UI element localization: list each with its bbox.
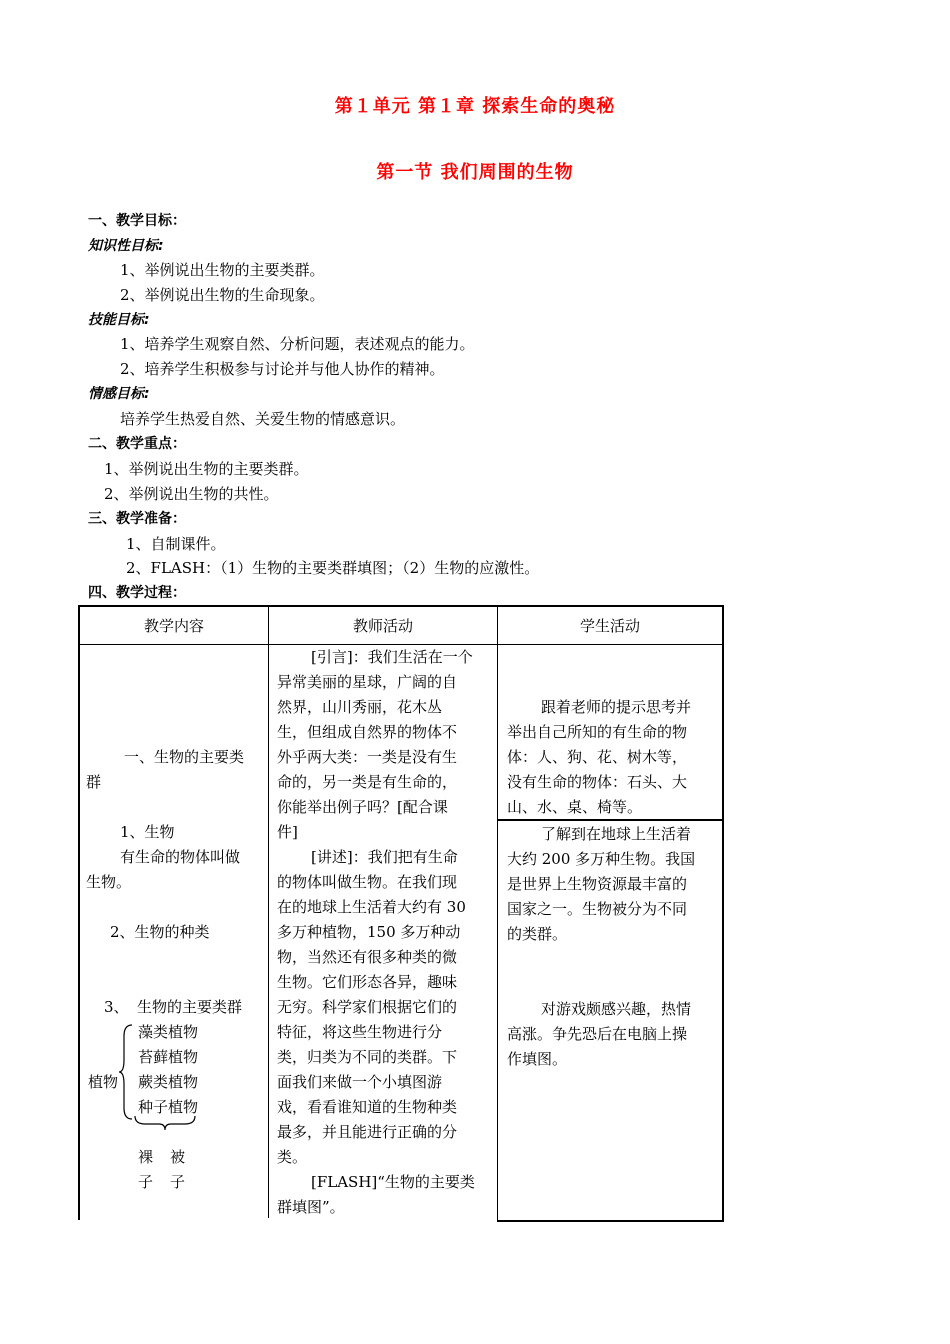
student-line: 跟着老师的提示思考并	[541, 698, 692, 716]
content-item-3-num: 3、	[104, 998, 129, 1016]
table-border-left	[78, 605, 80, 1220]
table-col-divider-2	[497, 605, 498, 1222]
seed-brace	[133, 1114, 197, 1132]
teacher-line: 无穷。科学家们根据它们的	[277, 998, 458, 1016]
heading-keypoints: 二、教学重点：	[88, 436, 186, 452]
seed-angio-1: 被	[170, 1148, 186, 1166]
table-col-divider-1	[268, 605, 269, 1218]
section-title: 第一节 我们周围的生物	[376, 162, 574, 183]
prep-item-2: 2、FLASH：（1）生物的主要类群填图；（2）生物的应激性。	[126, 559, 540, 577]
emotion-item-1: 培养学生热爱自然、关爱生物的情感意识。	[120, 410, 406, 428]
header-content: 教学内容	[143, 617, 204, 635]
teacher-line: 群填图”。	[277, 1198, 345, 1216]
teacher-line: 类，归类为不同的类群。下	[277, 1048, 458, 1066]
student-line: 举出自己所知的有生命的物	[507, 723, 688, 741]
teacher-line: 命的，另一类是有生命的，	[277, 773, 458, 791]
teacher-line: 异常美丽的星球，广阔的自	[277, 673, 458, 691]
teacher-line: 多万种植物，150 多万种动	[277, 923, 461, 941]
teacher-line: 面我们来做一个小填图游	[277, 1073, 443, 1091]
plant-algae: 藻类植物	[138, 1023, 199, 1041]
student-line: 体：人、狗、花、树木等，	[507, 748, 688, 766]
keypoint-item-2: 2、举例说出生物的共性。	[104, 485, 279, 503]
content-topic: 一、生物的主要类	[124, 748, 245, 766]
table-border-right	[722, 605, 724, 1222]
content-item-3: 生物的主要类群	[137, 998, 243, 1016]
knowledge-item-2: 2、举例说出生物的生命现象。	[120, 286, 325, 304]
plant-label: 植物	[88, 1073, 119, 1091]
teacher-line: 的物体叫做生物。在我们现	[277, 873, 458, 891]
heading-preparation: 三、教学准备：	[88, 511, 186, 527]
seed-gymno-1: 裸	[138, 1148, 154, 1166]
teacher-line: [讲述]：我们把有生命	[311, 848, 458, 866]
table-border-bottom-right	[497, 1220, 724, 1222]
teacher-line: [引言]：我们生活在一个	[311, 648, 473, 666]
teacher-line: 你能举出例子吗？[配合课	[277, 798, 448, 816]
header-student: 学生活动	[579, 617, 640, 635]
plant-moss: 苔藓植物	[138, 1048, 199, 1066]
student-line: 的类群。	[507, 925, 568, 943]
label-emotion: 情感目标:	[88, 386, 150, 402]
content-item-1-desc: 有生命的物体叫做	[120, 848, 241, 866]
teacher-line: 然界，山川秀丽，花木丛	[277, 698, 443, 716]
teacher-line: 生物。它们形态各异，趣味	[277, 973, 458, 991]
teacher-line: 物，当然还有很多种类的微	[277, 948, 458, 966]
teacher-line: 外乎两大类：一类是没有生	[277, 748, 458, 766]
teacher-line: [FLASH]“生物的主要类	[311, 1173, 475, 1191]
student-line: 作填图。	[507, 1050, 568, 1068]
document-title: 第１单元 第１章 探索生命的奥秘	[334, 96, 616, 117]
teacher-line: 最多，并且能进行正确的分	[277, 1123, 458, 1141]
label-skill: 技能目标:	[88, 312, 150, 328]
plant-seed: 种子植物	[138, 1098, 199, 1116]
header-teacher: 教师活动	[352, 617, 413, 635]
plant-fern: 蕨类植物	[138, 1073, 199, 1091]
knowledge-item-1: 1、举例说出生物的主要类群。	[120, 261, 325, 279]
heading-objectives: 一、教学目标：	[88, 213, 186, 229]
student-line: 是世界上生物资源最丰富的	[507, 875, 688, 893]
teacher-line: 在的地球上生活着大约有 30	[277, 898, 466, 916]
prep-item-1: 1、自制课件。	[126, 535, 226, 553]
keypoint-item-1: 1、举例说出生物的主要类群。	[104, 460, 309, 478]
student-line: 大约 200 多万种生物。我国	[507, 850, 696, 868]
teacher-line: 件]	[277, 823, 298, 841]
content-item-1: 1、生物	[120, 823, 175, 841]
teacher-line: 生，但组成自然界的物体不	[277, 723, 458, 741]
student-line: 没有生命的物体：石头、大	[507, 773, 688, 791]
skill-item-1: 1、培养学生观察自然、分析问题，表述观点的能力。	[120, 335, 475, 353]
label-knowledge: 知识性目标:	[88, 238, 164, 254]
content-item-2: 2、生物的种类	[110, 923, 210, 941]
heading-process: 四、教学过程：	[88, 585, 186, 601]
seed-angio-2: 子	[170, 1173, 186, 1191]
skill-item-2: 2、培养学生积极参与讨论并与他人协作的精神。	[120, 360, 445, 378]
content-topic-cont: 群	[86, 773, 102, 791]
student-line: 高涨。争先恐后在电脑上操	[507, 1025, 688, 1043]
student-line: 山、水、桌、椅等。	[507, 798, 643, 816]
table-border-top	[78, 605, 724, 607]
plant-brace	[118, 1022, 138, 1122]
content-item-1-desc-cont: 生物。	[86, 873, 132, 891]
student-line: 国家之一。生物被分为不同	[507, 900, 688, 918]
student-line: 了解到在地球上生活着	[541, 825, 692, 843]
teacher-line: 特征，将这些生物进行分	[277, 1023, 443, 1041]
teacher-line: 戏，看看谁知道的生物种类	[277, 1098, 458, 1116]
student-line: 对游戏颇感兴趣，热情	[541, 1000, 692, 1018]
seed-gymno-2: 子	[138, 1173, 154, 1191]
teacher-line: 类。	[277, 1148, 308, 1166]
